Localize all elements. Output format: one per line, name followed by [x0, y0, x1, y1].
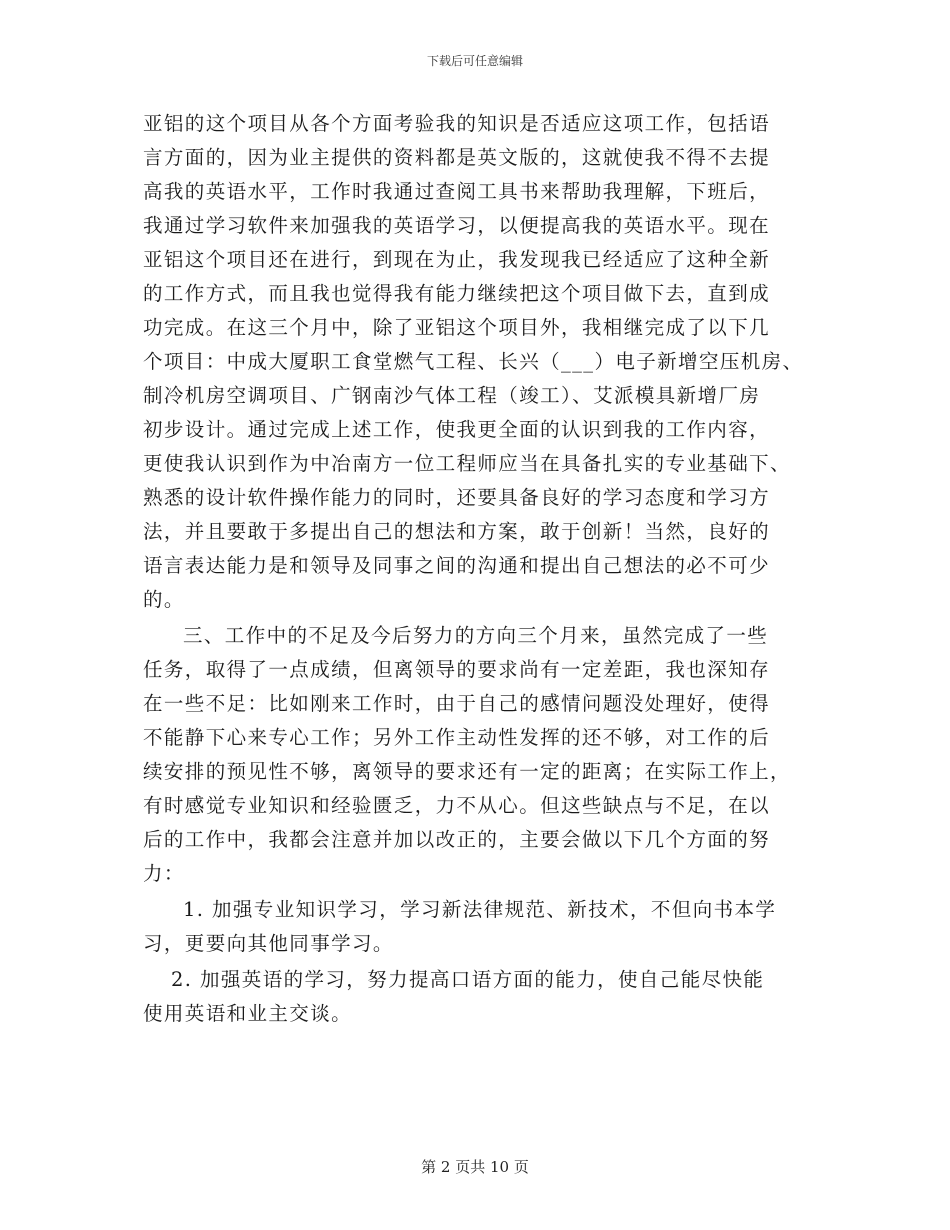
- text-line: 力：: [143, 862, 185, 885]
- list-item-1: 1. 加强专业知识学习，学习新法律规范、新技术，不但向书本学: [183, 898, 777, 921]
- text-line: 不能静下心来专心工作；另外工作主动性发挥的还不够，对工作的后: [143, 726, 771, 749]
- page-header: 下载后可任意编辑: [426, 54, 523, 68]
- text-line: 使用英语和业主交谈。: [143, 1002, 353, 1025]
- list-item-2: 2. 加强英语的学习，努力提高口语方面的能力，使自己能尽快能: [171, 968, 765, 991]
- text-line: 言方面的，因为业主提供的资料都是英文版的，这就使我不得不去提: [143, 146, 771, 169]
- text-line: 有时感觉专业知识和经验匮乏，力不从心。但这些缺点与不足，在以: [143, 794, 771, 817]
- text-line: 高我的英语水平，工作时我通过查阅工具书来帮助我理解，下班后，: [143, 180, 771, 203]
- text-line: 的工作方式，而且我也觉得我有能力继续把这个项目做下去，直到成: [143, 282, 771, 305]
- text-line: 法，并且要敢于多提出自己的想法和方案，敢于创新！当然，良好的: [143, 520, 771, 543]
- text-line: 语言表达能力是和领导及同事之间的沟通和提出自己想法的必不可少: [143, 554, 771, 577]
- text-line: 亚铝这个项目还在进行，到现在为止，我发现我已经适应了这种全新: [143, 248, 771, 271]
- section-heading-line: 三、工作中的不足及今后努力的方向三个月来，虽然完成了一些: [183, 624, 769, 647]
- text-line: 后的工作中，我都会注意并加以改正的，主要会做以下几个方面的努: [143, 828, 771, 851]
- text-line: 个项目：中成大厦职工食堂燃气工程、长兴（___）电子新增空压机房、: [143, 350, 804, 373]
- text-line: 续安排的预见性不够，离领导的要求还有一定的距离；在实际工作上，: [143, 760, 791, 783]
- text-line: 任务，取得了一点成绩，但离领导的要求尚有一定差距，我也深知存: [143, 658, 771, 681]
- text-line: 制冷机房空调项目、广钢南沙气体工程（竣工）、艾派模具新增厂房: [143, 384, 761, 407]
- text-line: 初步设计。通过完成上述工作，使我更全面的认识到我的工作内容，: [143, 418, 771, 441]
- page-footer: 第 2 页共 10 页: [421, 1158, 529, 1176]
- text-line: 在一些不足：比如刚来工作时，由于自己的感情问题没处理好，使得: [143, 692, 771, 715]
- text-line: 的。: [143, 588, 185, 611]
- text-line: 我通过学习软件来加强我的英语学习，以便提高我的英语水平。现在: [143, 214, 771, 237]
- text-line: 习，更要向其他同事学习。: [143, 932, 394, 955]
- text-line: 功完成。在这三个月中，除了亚铝这个项目外，我相继完成了以下几: [143, 316, 771, 339]
- text-line: 更使我认识到作为中冶南方一位工程师应当在具备扎实的专业基础下、: [143, 452, 791, 475]
- text-line: 熟悉的设计软件操作能力的同时，还要具备良好的学习态度和学习方: [143, 486, 771, 509]
- text-line: 亚铝的这个项目从各个方面考验我的知识是否适应这项工作，包括语: [143, 112, 771, 135]
